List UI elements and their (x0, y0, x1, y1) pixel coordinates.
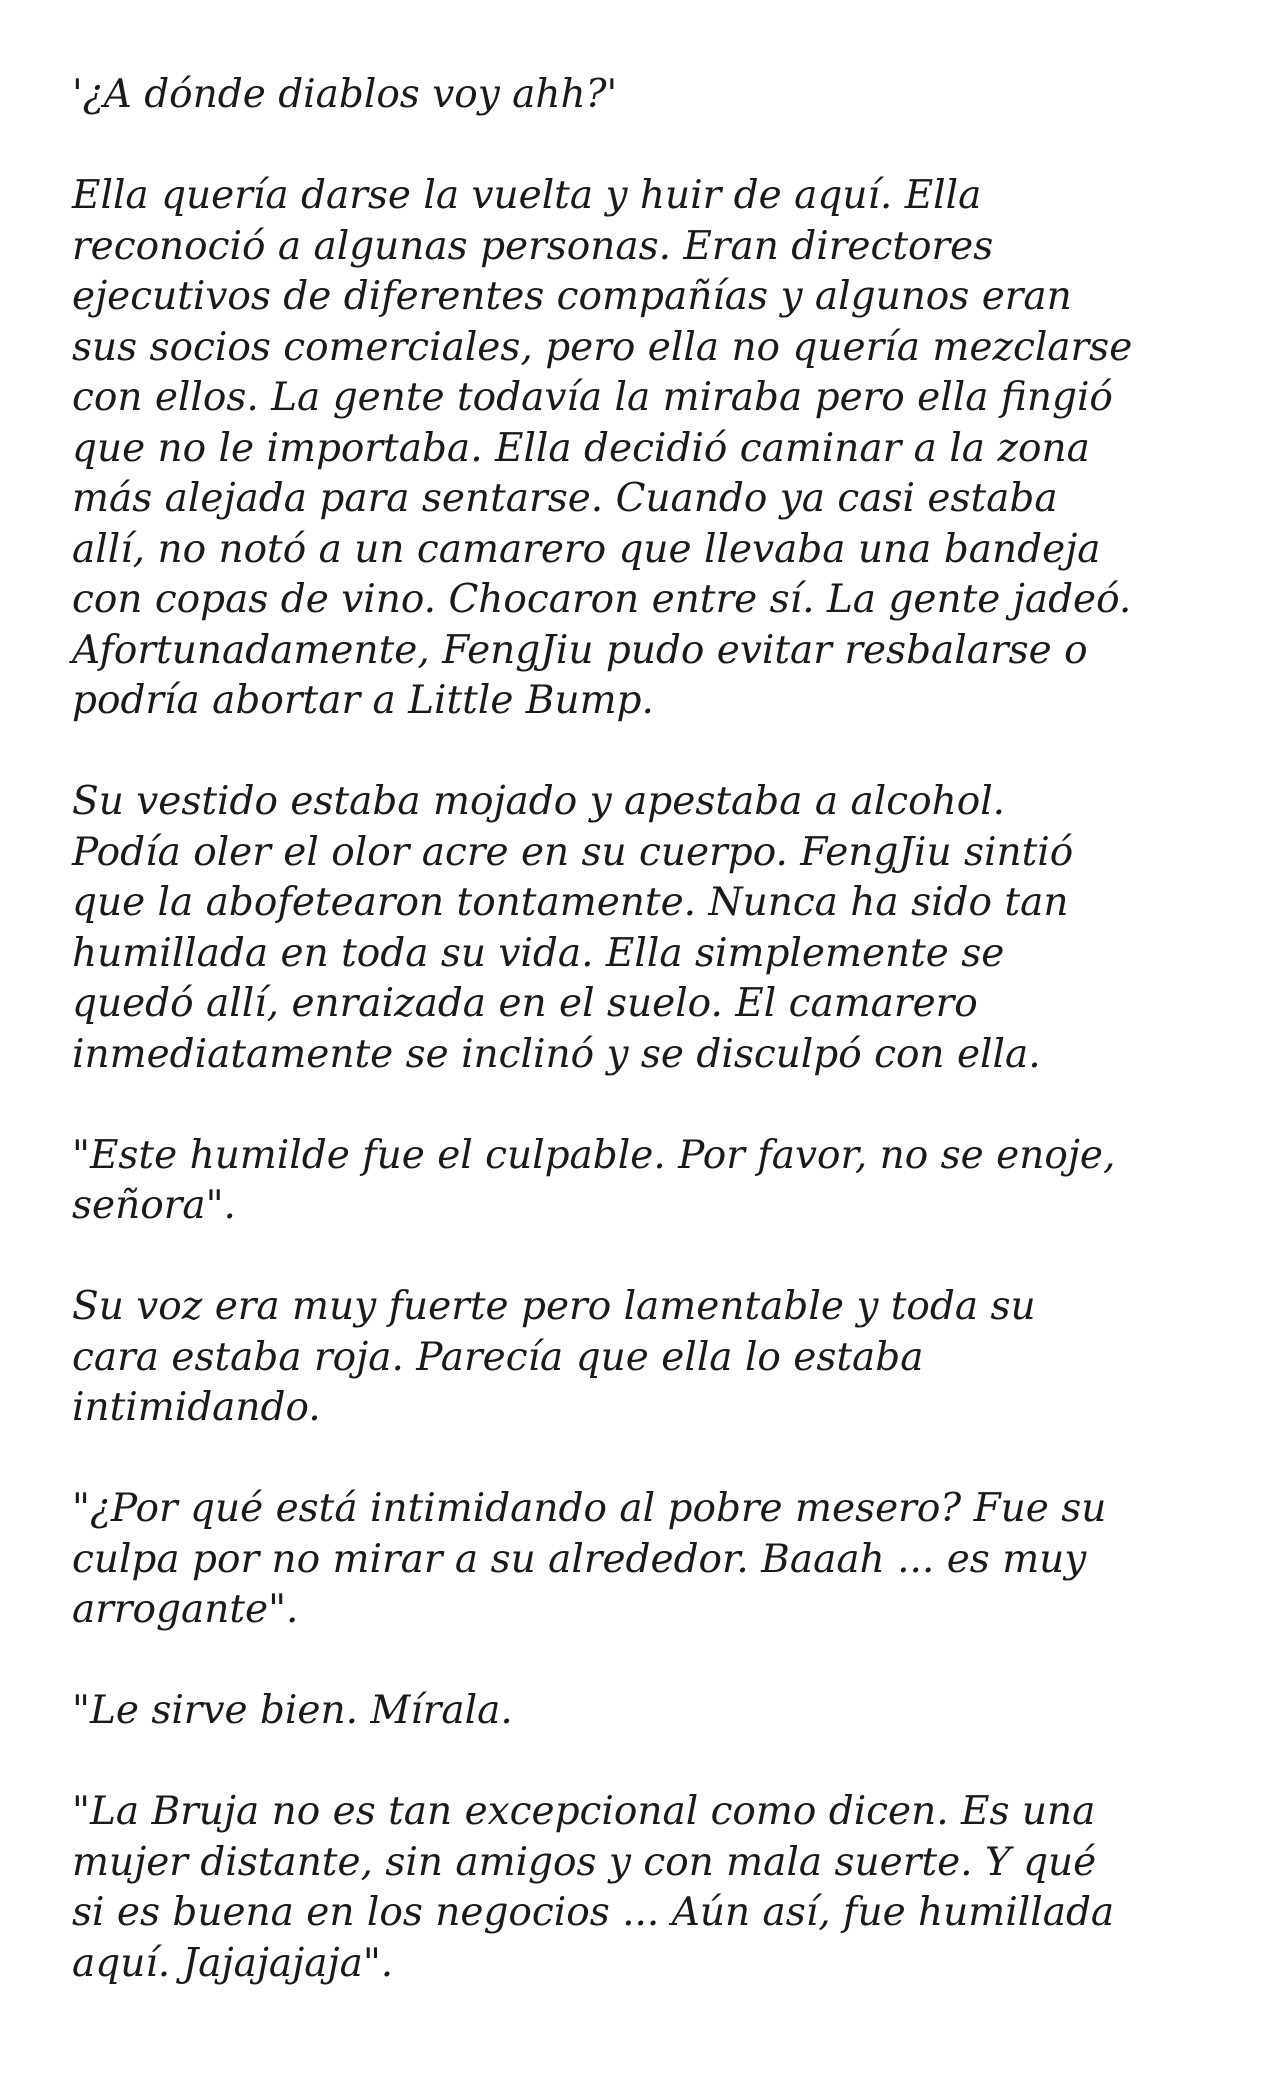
paragraph-2 (72, 171, 1222, 727)
text-line: podría abortar a Little Bump. (72, 678, 654, 723)
text-line: cara estaba roja. Parecía que ella lo estaba (72, 1334, 924, 1380)
paragraph-6 (72, 1484, 1222, 1636)
text-line: aquí. Jajajajaja". (72, 1940, 394, 1986)
text-line: si es buena en los negocios ... Aún así, fue humillada (72, 1890, 1115, 1935)
paragraph-8 (72, 1787, 1222, 1989)
text-line: quedó allí, enraizada en el suelo. El camarero (72, 981, 978, 1026)
text-line: Podía oler el olor acre en su cuerpo. FengJiu sintió (72, 829, 1074, 875)
text-line: ejecutivos de diferentes compañías y algunos eran (72, 274, 1072, 319)
text-line: con ellos. La gente todavía la miraba pero ella fingió (72, 375, 1113, 420)
text-line: culpa por no mirar a su alrededor. Baaah ... es muy (72, 1536, 1087, 1582)
text-line: "La Bruja no es tan excepcional como dicen. Es una (72, 1789, 1096, 1834)
text-line: señora". (72, 1183, 236, 1228)
paragraph-3 (72, 777, 1222, 1080)
paragraph-7 (72, 1686, 1222, 1737)
text-line: reconoció a algunas personas. Eran directores (72, 223, 994, 269)
text-line: que no le importaba. Ella decidió caminar a la zona (72, 425, 1090, 471)
text-line: intimidando. (72, 1385, 321, 1430)
text-line: que la abofetearon tontamente. Nunca ha sido tan (72, 880, 1069, 925)
text-line: "¿Por qué está intimidando al pobre mesero? Fue su (72, 1486, 1107, 1531)
text-line: Ella quería darse la vuelta y huir de aquí. Ella (72, 173, 982, 218)
text-line: "Este humilde fue el culpable. Por favor, no se enoje, (72, 1132, 1116, 1178)
paragraph-4 (72, 1131, 1222, 1232)
text-line: más alejada para sentarse. Cuando ya casi estaba (72, 476, 1058, 521)
text-line: '¿A dónde diablos voy ahh?' (72, 72, 618, 117)
text-line: mujer distante, sin amigos y con mala suerte. Y qué (72, 1839, 1097, 1885)
text-line: Afortunadamente, FengJiu pudo evitar resbalarse o (72, 627, 1088, 673)
text-line: Su vestido estaba mojado y apestaba a alcohol. (72, 779, 1006, 824)
paragraph-1 (72, 70, 1222, 121)
text-line: sus socios comerciales, pero ella no quería mezclarse (72, 324, 1133, 370)
text-line: Su voz era muy fuerte pero lamentable y toda su (72, 1284, 1036, 1329)
text-line: con copas de vino. Chocaron entre sí. La gente jadeó. (72, 577, 1132, 622)
text-line: arrogante". (72, 1587, 299, 1632)
text-line: "Le sirve bien. Mírala. (72, 1688, 513, 1733)
text-line: allí, no notó a un camarero que llevaba una bandeja (72, 526, 1101, 572)
text-line: humillada en toda su vida. Ella simplemente se (72, 930, 1005, 976)
text-line: inmediatamente se inclinó y se disculpó con ella. (72, 1031, 1041, 1077)
document-body (72, 70, 1222, 2040)
paragraph-5 (72, 1282, 1222, 1434)
